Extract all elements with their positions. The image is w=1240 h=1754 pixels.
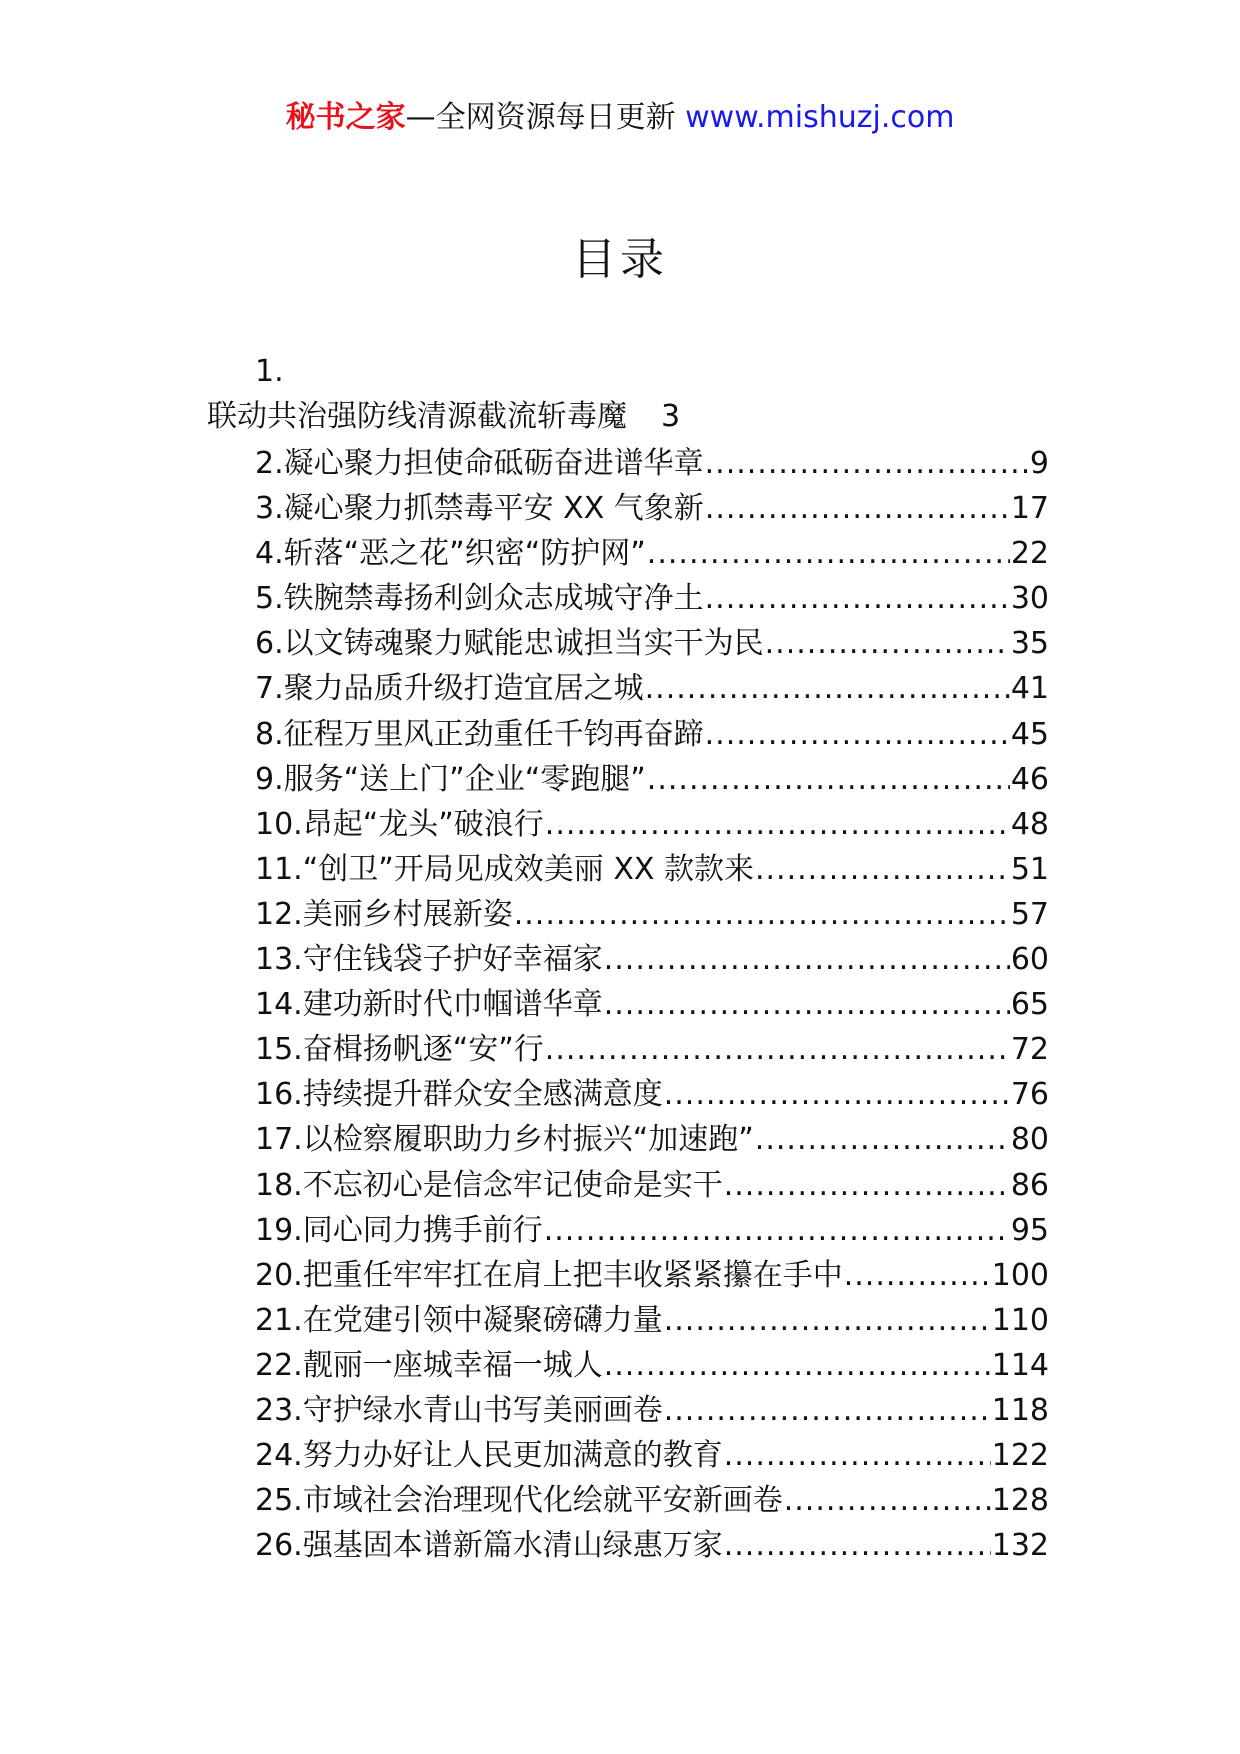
toc-entry-label: 25.市域社会治理现代化绘就平安新画卷 xyxy=(255,1483,783,1519)
dot-leader xyxy=(705,441,1029,486)
toc-entry[interactable] xyxy=(255,1343,1049,1388)
toc-entry-label: 15.奋楫扬帆逐“安”行 xyxy=(255,1032,544,1068)
toc-entry-label: 17.以检察履职助力乡村振兴“加速跑” xyxy=(255,1122,754,1158)
brand-slogan: —全网资源每日更新 xyxy=(405,100,676,135)
dot-leader xyxy=(604,1343,991,1388)
toc-entry[interactable] xyxy=(255,802,1049,847)
dot-leader xyxy=(705,712,1010,757)
toc-entry-label: 16.持续提升群众安全感满意度 xyxy=(255,1077,663,1113)
dot-leader xyxy=(705,576,1010,621)
toc-entry-page: 128 xyxy=(991,1483,1049,1519)
site-banner xyxy=(0,98,1240,138)
toc-entry-label: 6.以文铸魂聚力赋能忠诚担当实干为民 xyxy=(255,626,764,662)
toc-entry-label: 13.守住钱袋子护好幸福家 xyxy=(255,942,603,978)
dot-leader xyxy=(755,847,1010,892)
toc-entry-page: 45 xyxy=(1010,716,1049,752)
toc-entry-page: 100 xyxy=(991,1257,1049,1293)
toc-entry-label: 12.美丽乡村展新姿 xyxy=(255,896,513,932)
toc-entry-label: 23.守护绿水青山书写美丽画卷 xyxy=(255,1392,663,1428)
toc-entry[interactable] xyxy=(255,1027,1049,1072)
toc-entry-label: 7.聚力品质升级打造宜居之城 xyxy=(255,671,644,707)
toc-entry[interactable] xyxy=(255,441,1049,486)
toc-entry-label: 9.服务“送上门”企业“零跑腿” xyxy=(255,761,646,797)
toc-entry[interactable] xyxy=(255,576,1049,621)
toc-entry-page: 60 xyxy=(1010,942,1049,978)
dot-leader xyxy=(705,486,1010,531)
dot-leader xyxy=(544,1208,1010,1253)
toc-entry-label: 3.凝心聚力抓禁毒平安 XX 气象新 xyxy=(255,491,704,527)
toc-entry-page: 30 xyxy=(1010,581,1049,617)
toc-entry-page: 35 xyxy=(1010,626,1049,662)
toc-entry-page: 76 xyxy=(1010,1077,1049,1113)
toc-entry[interactable] xyxy=(255,937,1049,982)
toc-entry-label: 2.凝心聚力担使命砥砺奋进谱华章 xyxy=(255,446,704,481)
toc-entry[interactable] xyxy=(255,1253,1049,1298)
toc-entry-label: 22.靓丽一座城幸福一城人 xyxy=(255,1347,603,1383)
dot-leader xyxy=(724,1523,991,1568)
dot-leader xyxy=(647,531,1010,576)
dot-leader xyxy=(604,937,1010,982)
toc-entry-page: 65 xyxy=(1010,987,1049,1023)
toc-entry[interactable] xyxy=(255,1433,1049,1478)
toc-entry-page: 86 xyxy=(1010,1167,1049,1203)
toc-entry[interactable] xyxy=(255,486,1049,531)
toc-entry-label: 14.建功新时代巾帼谱华章 xyxy=(255,987,603,1023)
toc-entry[interactable] xyxy=(255,1298,1049,1343)
toc-entry[interactable] xyxy=(255,621,1049,666)
dot-leader xyxy=(664,1298,991,1343)
toc-entry[interactable] xyxy=(255,1117,1049,1162)
toc-entry[interactable] xyxy=(255,1163,1049,1208)
toc-entry[interactable] xyxy=(255,892,1049,937)
toc-entry[interactable] xyxy=(255,847,1049,892)
toc-entry[interactable] xyxy=(255,982,1049,1027)
toc-entry-label: 18.不忘初心是信念牢记使命是实干 xyxy=(255,1167,723,1203)
dot-leader xyxy=(784,1478,991,1523)
dot-leader xyxy=(514,892,1010,937)
toc-entry[interactable] xyxy=(255,1388,1049,1433)
toc-entry-page: 46 xyxy=(1010,761,1049,797)
toc-entry-page: 17 xyxy=(1010,491,1049,527)
toc-entry-page: 57 xyxy=(1010,896,1049,932)
toc-entry[interactable] xyxy=(255,757,1049,802)
toc-entry-label: 10.昂起“龙头”破浪行 xyxy=(255,806,544,842)
dot-leader xyxy=(545,802,1010,847)
toc-entry-page: 122 xyxy=(991,1438,1049,1474)
toc-entry-page: 9 xyxy=(1029,446,1049,481)
dot-leader xyxy=(545,1027,1010,1072)
table-of-contents xyxy=(255,441,1049,1568)
dot-leader xyxy=(844,1253,991,1298)
dot-leader xyxy=(645,666,1010,711)
toc-entry[interactable] xyxy=(255,666,1049,711)
toc-entry-number: 1. xyxy=(255,354,284,389)
toc-entry-label: 联动共治强防线清源截流斩毒魔 xyxy=(207,399,627,434)
toc-entry[interactable] xyxy=(207,397,680,437)
toc-entry-page: 22 xyxy=(1010,536,1049,572)
toc-entry[interactable] xyxy=(255,531,1049,576)
toc-entry-page: 41 xyxy=(1010,671,1049,707)
toc-entry-page: 95 xyxy=(1010,1212,1049,1248)
toc-entry-label: 4.斩落“恶之花”织密“防护网” xyxy=(255,536,646,572)
dot-leader xyxy=(755,1117,1010,1162)
toc-entry-label: 8.征程万里风正劲重任千钧再奋蹄 xyxy=(255,716,704,752)
toc-entry-page: 51 xyxy=(1010,851,1049,887)
toc-entry-page: 114 xyxy=(991,1347,1049,1383)
toc-entry-page: 72 xyxy=(1010,1032,1049,1068)
toc-entry-label: 5.铁腕禁毒扬利剑众志成城守净土 xyxy=(255,581,704,617)
toc-entry[interactable] xyxy=(255,1208,1049,1253)
toc-entry-label: 20.把重任牢牢扛在肩上把丰收紧紧攥在手中 xyxy=(255,1257,843,1293)
toc-entry-label: 26.强基固本谱新篇水清山绿惠万家 xyxy=(255,1528,723,1564)
dot-leader xyxy=(664,1388,991,1433)
toc-entry-label: 24.努力办好让人民更加满意的教育 xyxy=(255,1438,723,1474)
dot-leader xyxy=(724,1163,1010,1208)
toc-entry-label: 11.“创卫”开局见成效美丽 XX 款款来 xyxy=(255,851,754,887)
toc-entry-page: 118 xyxy=(991,1392,1049,1428)
toc-entry-page: 132 xyxy=(991,1528,1049,1564)
website-link[interactable]: www.mishuzj.com xyxy=(685,100,955,135)
dot-leader xyxy=(664,1072,1010,1117)
dot-leader xyxy=(604,982,1010,1027)
toc-entry[interactable] xyxy=(255,1478,1049,1523)
toc-entry-page: 110 xyxy=(991,1302,1049,1338)
toc-entry-page: 3 xyxy=(661,399,681,434)
toc-entry[interactable] xyxy=(255,1072,1049,1117)
toc-entry-page: 80 xyxy=(1010,1122,1049,1158)
toc-entry[interactable] xyxy=(255,712,1049,757)
toc-entry-label: 21.在党建引领中凝聚磅礴力量 xyxy=(255,1302,663,1338)
dot-leader xyxy=(765,621,1010,666)
dot-leader xyxy=(724,1433,991,1478)
toc-entry-page: 48 xyxy=(1010,806,1049,842)
toc-entry-label: 19.同心同力携手前行 xyxy=(255,1212,543,1248)
page-title: 目录 xyxy=(572,234,668,285)
dot-leader xyxy=(647,757,1010,802)
toc-entry[interactable] xyxy=(255,1523,1049,1568)
brand-name: 秘书之家 xyxy=(285,100,406,135)
